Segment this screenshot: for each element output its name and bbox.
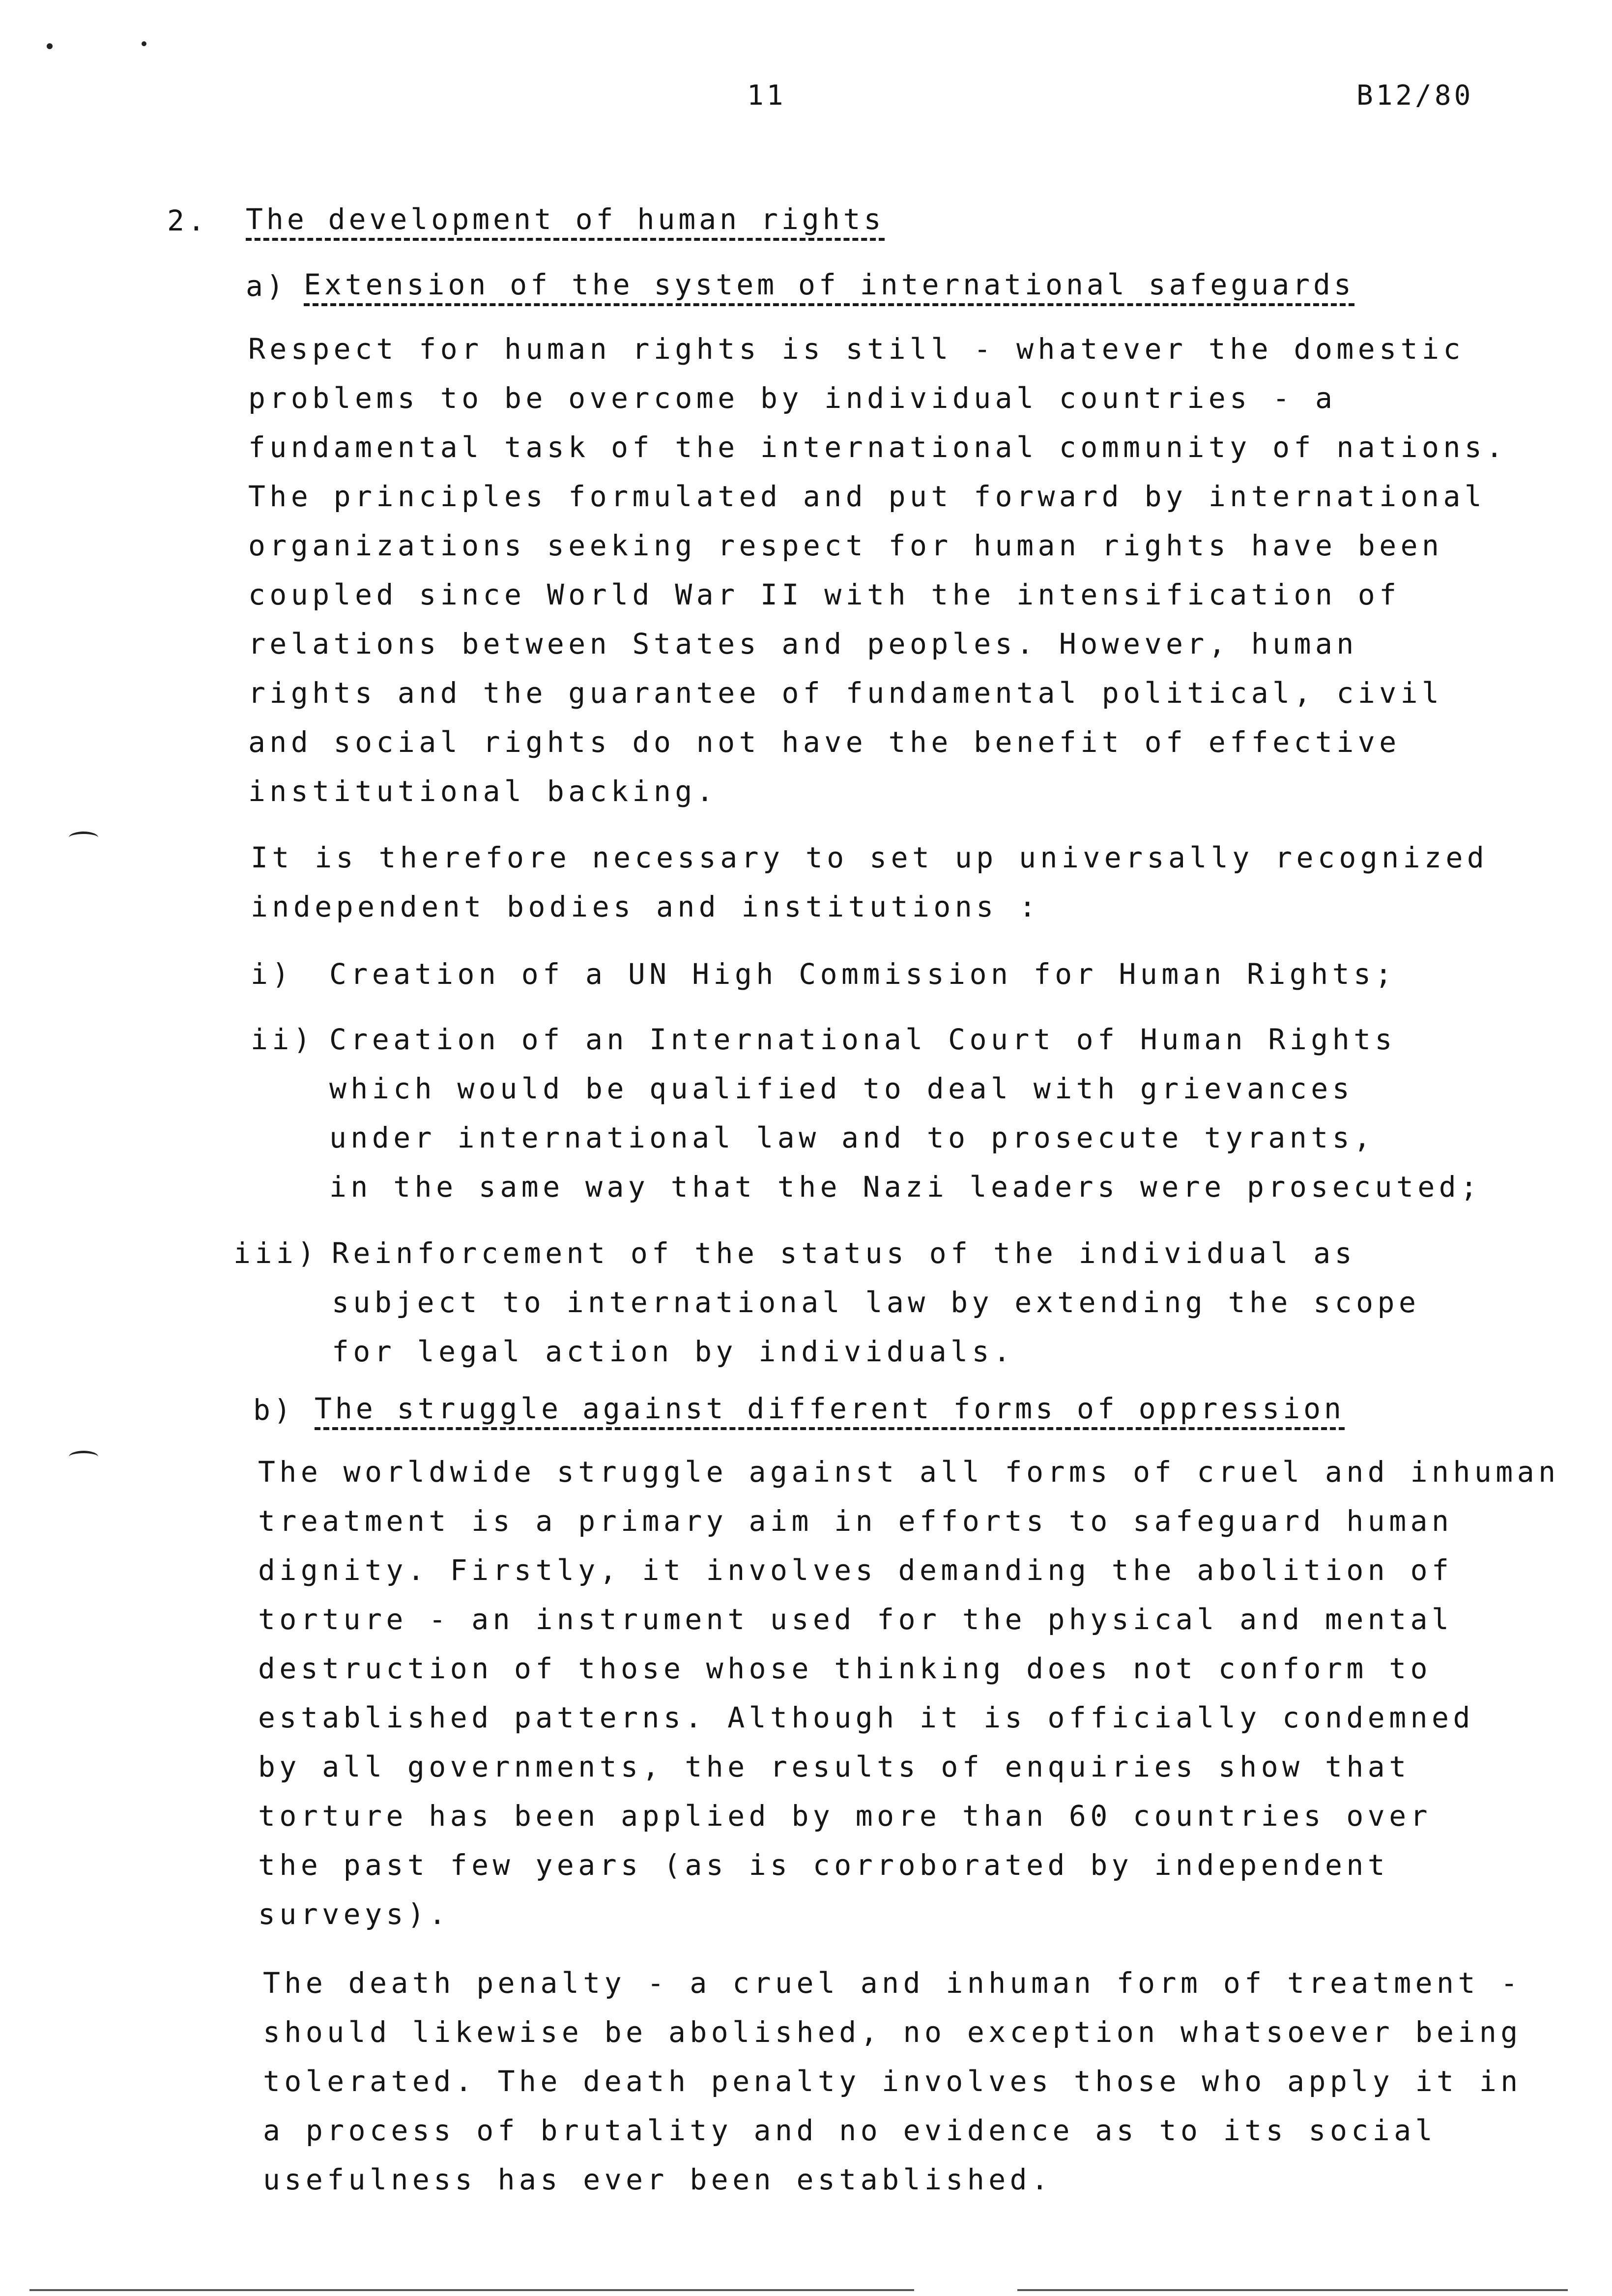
- margin-mark: [69, 832, 98, 844]
- list-item-number: iii): [233, 1236, 319, 1270]
- subsection-b-paragraph-2: The death penalty - a cruel and inhuman form of treatment - should likewise be abolished, no exception whatsoever being tolerated. The death penalty involves those who apply it in a process of brutality and no evidence as to its social usefulness has ever been established.: [263, 1966, 1522, 2196]
- margin-mark: [69, 1451, 98, 1463]
- list-item-ii: [251, 1015, 1553, 1211]
- list-item-i: [251, 949, 1528, 1004]
- list-item-text: Creation of a UN High Commission for Human Rights;: [329, 957, 1396, 991]
- subsection-b-paragraph-1: The worldwide struggle against all forms of cruel and inhuman treatment is a primary aim in efforts to safeguard human dignity. Firstly, it involves demanding the abolition of torture - an instrument used for the physical and mental destruction of those whose thinking does not conform to established patterns. Although it is officially condemned by all governments, the results of enquiries show that torture has been applied by more than 60 countries over the past few years (as is corroborated by independent surveys).: [258, 1455, 1560, 1931]
- page-bottom-rule: [1017, 2289, 1568, 2291]
- page-bottom-rule: [703, 2289, 914, 2291]
- subsection-b-label: b): [253, 1393, 294, 1427]
- subsection-a-paragraph-1: Respect for human rights is still - whatever the domestic problems to be overcome by individual countries - a fundamental task of the international community of nations. The principles formulated and put forward by international organizations seeking respect for human rights have been coupled since World War II with the intensification of relations between States and peoples. However, human rights and the guarantee of fundamental political, civil and social rights do not have the benefit of effective institutional backing.: [248, 332, 1507, 808]
- scan-speck: [47, 43, 53, 49]
- subsection-b-title: The struggle against different forms of oppression: [315, 1392, 1345, 1430]
- page-number: 11: [747, 80, 786, 112]
- section-title: The development of human rights: [246, 202, 885, 241]
- list-item-number: i): [251, 957, 293, 991]
- subsection-a-title: Extension of the system of international safeguards: [304, 268, 1354, 306]
- subsection-a-paragraph-2: It is therefore necessary to set up universally recognized independent bodies and institutions :: [251, 841, 1489, 923]
- document-reference: B12/80: [1356, 80, 1474, 112]
- subsection-a-label: a): [246, 269, 287, 303]
- list-item-text: Reinforcement of the status of the individual as subject to international law by extending the scope for legal action by individuals.: [332, 1236, 1420, 1368]
- list-item-text: Creation of an International Court of Human Rights which would be qualified to deal with grievances under international law and to prosecute tyrants, in the same way that the Nazi leaders were prosecuted;: [329, 1023, 1482, 1204]
- list-item-iii: [233, 1229, 1536, 1376]
- list-item-number: ii): [251, 1023, 315, 1056]
- section-number: 2.: [167, 204, 208, 237]
- scan-speck: [142, 41, 146, 46]
- page-bottom-rule: [29, 2289, 708, 2291]
